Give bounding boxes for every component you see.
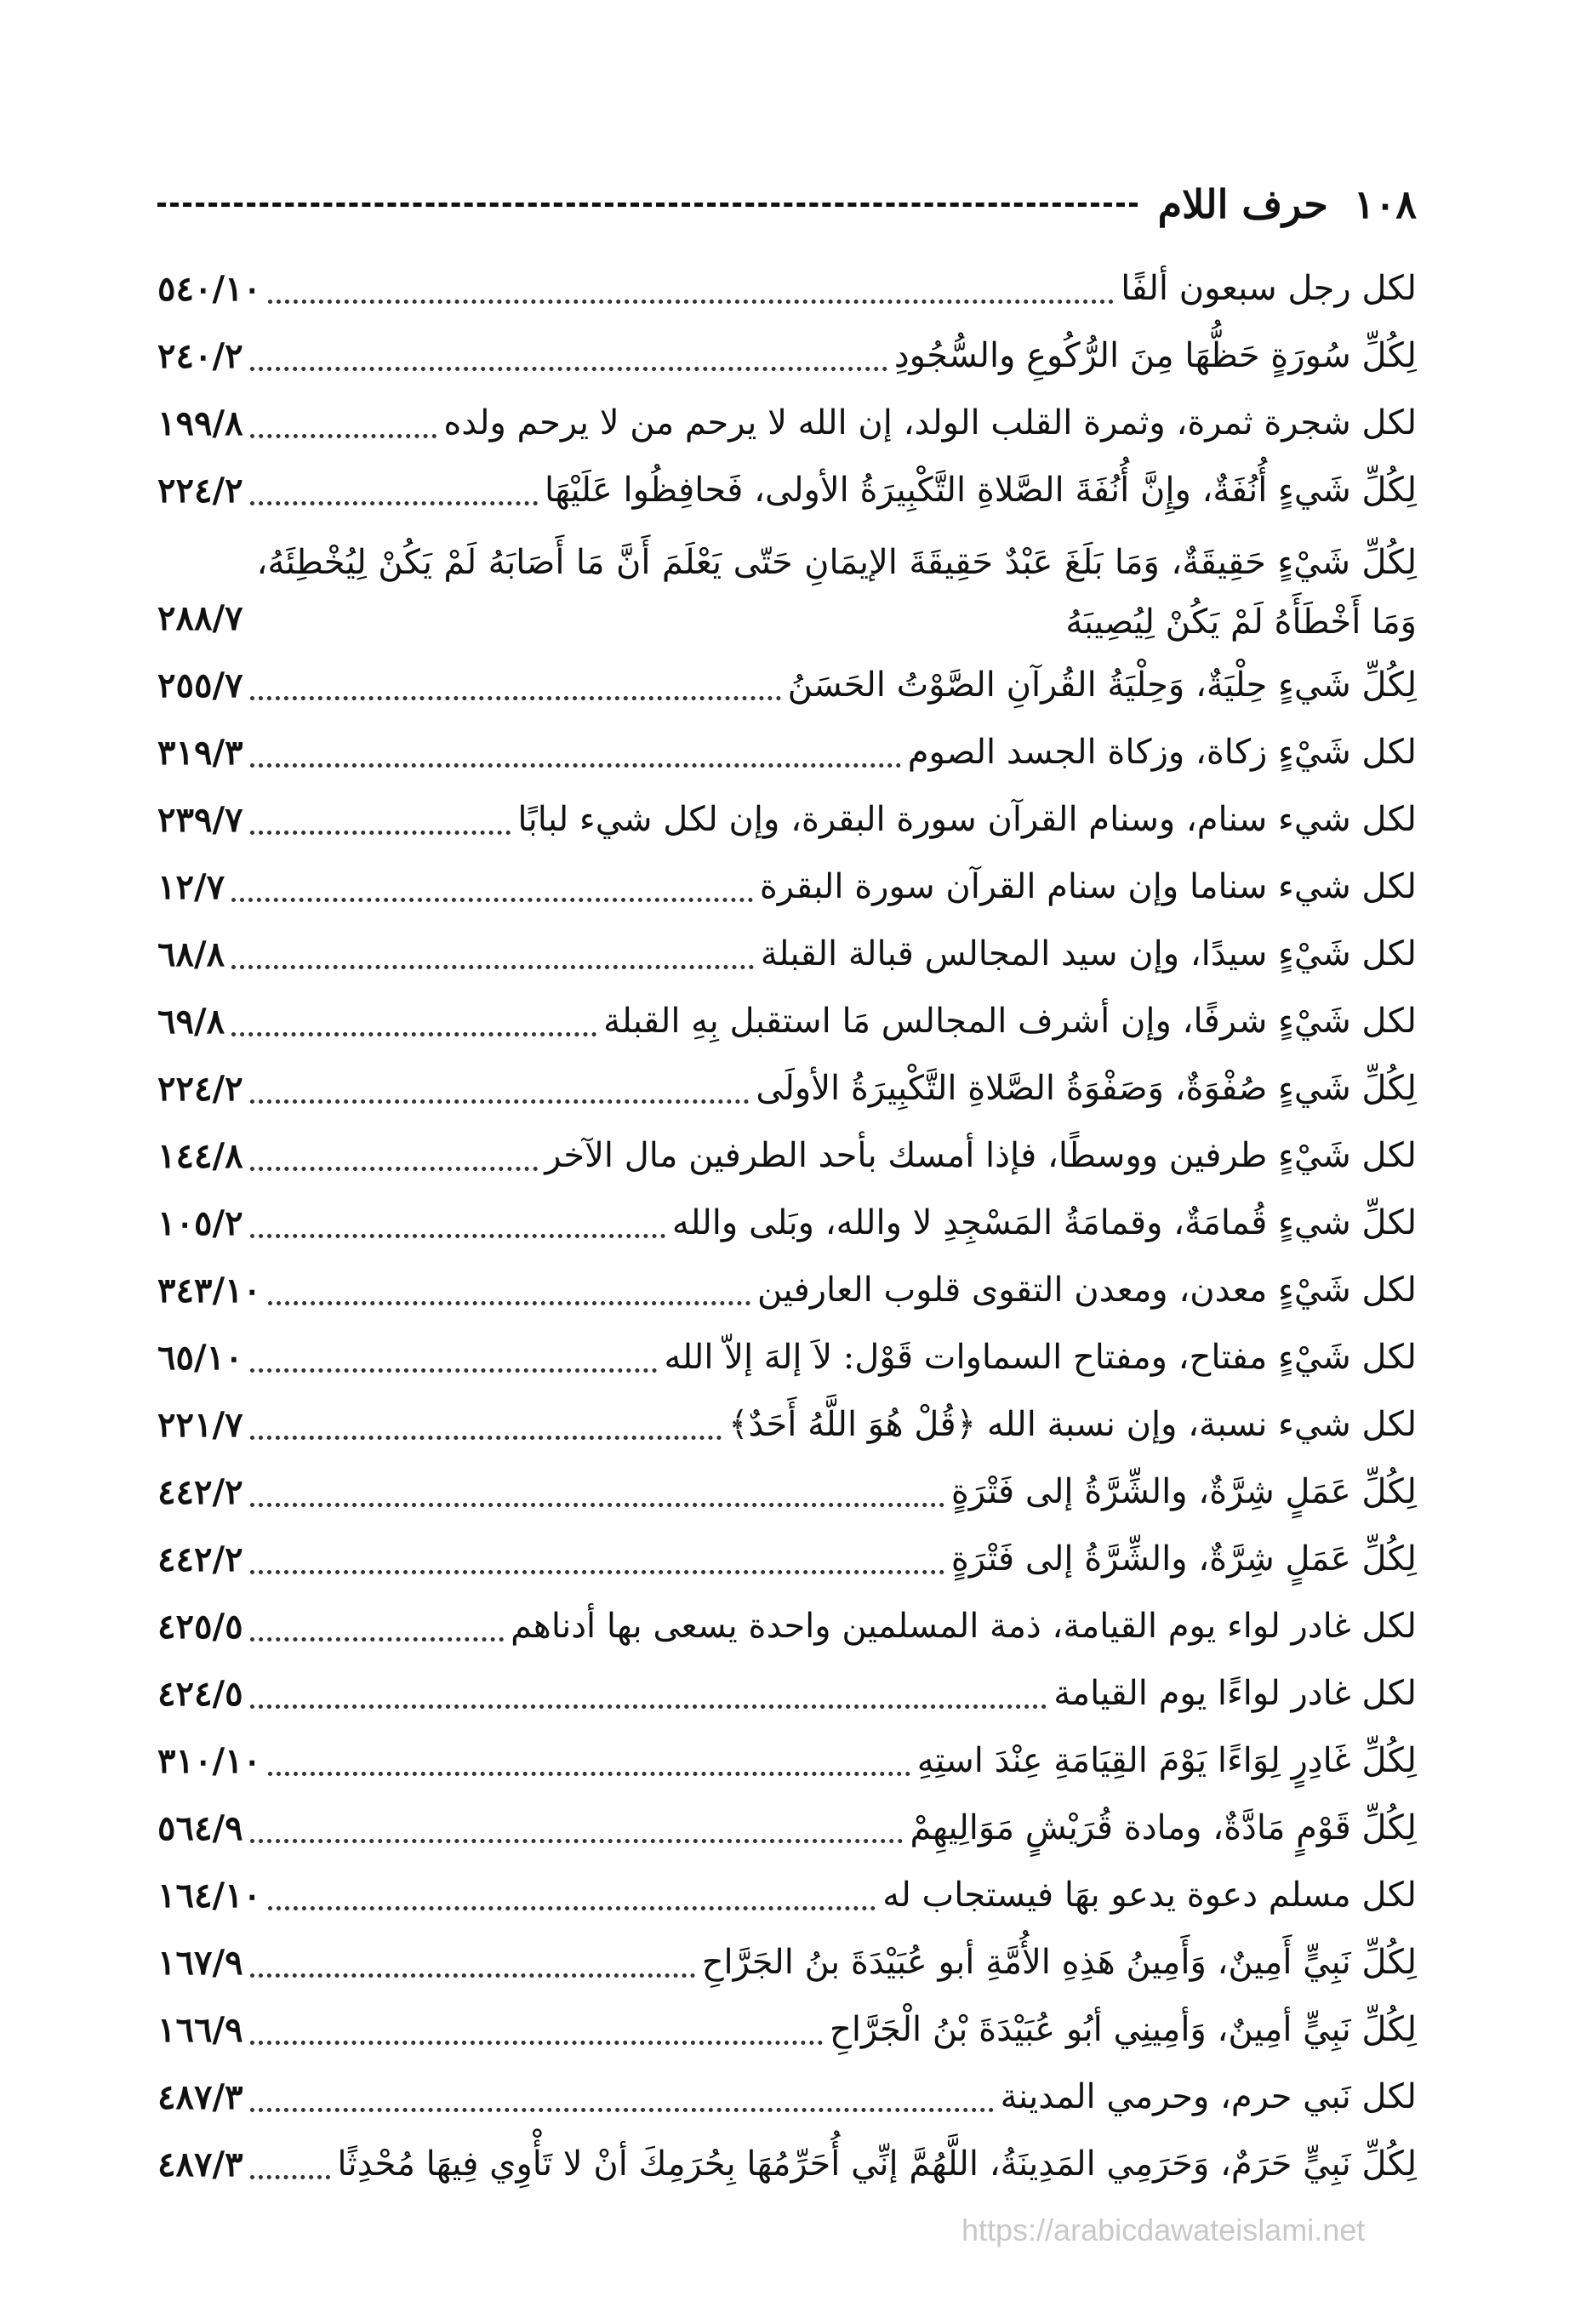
entry-text: لِكُلِّ شَيءٍ صُفْوَةٌ، وَصَفْوَةُ الصَّلاةِ التَّكْبِيرَةُ الأولَى	[756, 1069, 1417, 1108]
page-header	[157, 170, 1417, 238]
entry-reference: ١٦٧/٩	[157, 1943, 243, 1983]
index-entry	[157, 786, 1417, 854]
entry-text: لكل شَيْءٍ زكاة، وزكاة الجسد الصوم	[907, 733, 1417, 772]
entry-reference: ٤٢٤/٥	[157, 1674, 243, 1714]
entry-text: لكل شيء نسبة، وإن نسبة الله ﴿قُلْ هُوَ اللَّهُ أَحَدٌ﴾	[728, 1405, 1417, 1444]
entry-text: لِكُلِّ شَيْءٍ حَقِيقَةٌ، وَمَا بَلَغَ عَبْدٌ حَقِيقَةَ الإيمَانِ حَتّى يَعْلَمَ أَنَّ مَا أَصَابَهُ لَمْ يَكُنْ لِيُخْطِئَهُ، وَمَا أَخْطَأَهُ لَمْ يَكُنْ لِيُصِيبَهُ	[256, 543, 1418, 642]
entry-reference: ٤٤٢/٢	[157, 1539, 243, 1579]
entry-text: لِكُلِّ نَبِيٍّ أَمِينٌ، وَأَمِينُ هَذِهِ الأُمَّةِ أبو عُبَيْدَةَ بنُ الجَرَّاحِ	[701, 1943, 1417, 1982]
header-rule	[157, 203, 1138, 207]
entry-text: لِكُلِّ نَبِيٍّ أمِينٌ، وَأمِينِي أبُو عُبَيْدَةَ بْنُ الْجَرَّاحِ	[830, 2010, 1417, 2049]
dot-leader	[231, 898, 753, 902]
dot-leader	[250, 1704, 1047, 1709]
entry-text: لكل رجل سبعون ألفًا	[1121, 269, 1417, 308]
entry-text: لكل شَيْءٍ معدن، ومعدن التقوى قلوب العارفين	[757, 1270, 1417, 1310]
dot-leader	[231, 1032, 596, 1036]
entry-text: لِكُلِّ شَيءٍ حِلْيَةٌ، وَحِلْيَةُ القُرآنِ الصَّوْتُ الحَسَنُ	[787, 665, 1417, 705]
entry-text: لِكُلِّ عَمَلٍ شِرَّةٌ، والشِّرَّةُ إلى فَتْرَةٍ	[950, 1539, 1417, 1579]
entry-text: لكل شجرة ثمرة، وثمرة القلب الولد، إن الله لا يرحم من لا يرحم ولده	[443, 403, 1417, 443]
index-entry	[157, 921, 1417, 988]
dot-leader	[250, 1368, 658, 1373]
index-entry	[157, 1660, 1417, 1727]
entry-text: لكل شَيْءٍ سيدًا، وإن سيد المجالس قبالة القبلة	[760, 934, 1417, 974]
section-title: حرف اللام	[1157, 181, 1328, 227]
dot-leader	[250, 1973, 695, 1978]
entry-reference: ١٦٦/٩	[157, 2010, 243, 2050]
index-entry	[157, 1122, 1417, 1190]
entry-text: لكل غادر لواء يوم القيامة، ذمة المسلمين واحدة يسعى بها أدناهم	[511, 1607, 1417, 1646]
entry-reference: ١٤٤/٨	[157, 1136, 243, 1176]
entry-reference: ٥٤٠/١٠	[157, 269, 262, 309]
entry-reference: ٢٢١/٧	[157, 1405, 243, 1445]
dot-leader	[250, 1637, 505, 1642]
index-entry	[157, 323, 1417, 390]
dot-leader	[250, 1570, 944, 1574]
index-entry	[157, 2131, 1417, 2198]
index-entry	[157, 1862, 1417, 1929]
entry-text: لكل شيء سنام، وسنام القرآن سورة البقرة، وإن لكل شيء لبابًا	[517, 800, 1417, 839]
index-entry	[157, 854, 1417, 921]
index-entry	[157, 1459, 1417, 1526]
entry-reference: ٦٨/٨	[157, 934, 225, 974]
entry-text: لكل مسلم دعوة يدعو بهَا فيستجاب له	[882, 1876, 1417, 1915]
watermark: https://arabicdawateislami.net	[961, 2213, 1366, 2247]
dot-leader	[268, 1772, 910, 1776]
dot-leader	[250, 1234, 665, 1238]
page-number: ١٠٨	[1353, 181, 1417, 227]
dot-leader	[250, 367, 887, 371]
entry-reference: ١٢/٧	[157, 867, 225, 907]
entry-reference: ٤٨٧/٣	[157, 2077, 243, 2117]
entry-reference: ٤٢٥/٥	[157, 1607, 243, 1647]
entry-text: لِكُلِّ سُورَةٍ حَظُّهَا مِنَ الرُّكُوعِ والسُّجُودِ	[893, 336, 1417, 375]
index-entry	[157, 390, 1417, 457]
index-entry	[157, 719, 1417, 786]
dot-leader	[231, 965, 754, 969]
entry-text: لكل شَيْءٍ طرفين ووسطًا، فإذا أمسك بأحد الطرفين مال الآخر	[545, 1136, 1417, 1175]
dot-leader	[250, 2108, 994, 2112]
entry-reference: ٢٢٤/٢	[157, 471, 243, 511]
index-entry	[157, 1929, 1417, 1996]
index-entry	[157, 1593, 1417, 1660]
entry-reference: ٣١٩/٣	[157, 733, 243, 773]
dot-leader	[268, 1301, 750, 1305]
index-entry	[157, 1257, 1417, 1324]
entry-reference: ٦٩/٨	[157, 1002, 225, 1042]
entry-text: لكل نَبي حرم، وحرمي المدينة	[1000, 2077, 1417, 2116]
dot-leader	[250, 1167, 539, 1171]
dot-leader	[250, 2175, 331, 2179]
index-entry	[157, 1727, 1417, 1795]
index-entry	[157, 652, 1417, 719]
entry-text: لِكُلِّ غَادِرٍ لِوَاءًا يَوْمَ القِيَامَةِ عِنْدَ استِهِ	[916, 1741, 1417, 1780]
entry-reference: ٦٥/١٠	[157, 1338, 243, 1378]
dot-leader	[250, 1099, 750, 1104]
entry-reference: ٣٤٣/١٠	[157, 1270, 262, 1310]
index-entry	[157, 1324, 1417, 1391]
entry-reference: ٥٦٤/٩	[157, 1808, 243, 1848]
dot-leader	[250, 2041, 823, 2045]
entry-text: لكل غادر لواءًا يوم القيامة	[1053, 1674, 1417, 1713]
entry-reference: ٤٤٢/٢	[157, 1472, 243, 1512]
entry-text: لِكُلِّ شَيءٍ أُنُفَةٌ، وإِنَّ أُنُفَةَ الصَّلاةِ التَّكْبِيرَةُ الأولى، فَحافِظُوا عَلَيْهَا	[545, 471, 1417, 510]
index-entry	[157, 1391, 1417, 1459]
entry-reference: ٤٨٧/٣	[157, 2144, 243, 2184]
index-entry	[157, 457, 1417, 524]
index-entry	[157, 1055, 1417, 1122]
entry-text: لِكُلِّ نَبِيٍّ حَرَمٌ، وَحَرَمِي المَدِينَةُ، اللَّهُمَّ إنِّي أُحَرِّمُهَا بِحُرَمِكَ أنْ لا تَأْوِي فِيهَا مُحْدِثًا	[337, 2144, 1417, 2184]
index-entry	[157, 2064, 1417, 2131]
index-entry	[157, 1996, 1417, 2064]
dot-leader	[250, 831, 511, 835]
index-entry	[157, 255, 1417, 323]
index-entry	[157, 988, 1417, 1055]
entry-text: لكل شيء سناما وإن سنام القرآن سورة البقرة	[759, 867, 1417, 906]
entry-reference: ٢٣٩/٧	[157, 800, 243, 840]
entry-reference: ٣١٠/١٠	[157, 1741, 262, 1781]
dot-leader	[250, 1436, 722, 1440]
entry-text: لكلِّ شيءٍ قُمامَةٌ، وقمامَةُ المَسْجِدِ لا والله، وبَلى والله	[671, 1203, 1417, 1242]
entry-text: لِكُلِّ قَوْمٍ مَادَّةٌ، ومادة قُرَيْشٍ مَوَالِيهِمْ	[910, 1808, 1417, 1847]
dot-leader	[250, 434, 437, 438]
index-entry	[157, 1795, 1417, 1862]
entry-reference: ٢٥٥/٧	[157, 665, 243, 705]
dot-leader	[250, 1503, 944, 1507]
dot-leader	[250, 1839, 904, 1843]
dot-leader	[268, 300, 1114, 304]
entry-text: لكل شَيْءٍ شرفًا، وإن أشرف المجالس مَا استقبل بِهِ القبلة	[603, 1002, 1417, 1041]
index-entry	[157, 1190, 1417, 1257]
entry-reference: ٢٨٨/٧	[157, 598, 243, 638]
entry-text: لكل شَيْءٍ مفتاح، ومفتاح السماوات قَوْل: لاَ إلهَ إلاّ الله	[664, 1338, 1417, 1377]
entry-reference: ١٠٥/٢	[157, 1203, 243, 1243]
index-list	[157, 255, 1417, 2198]
dot-leader	[250, 696, 781, 700]
index-entry	[157, 524, 1417, 652]
dot-leader	[250, 501, 538, 505]
dot-leader	[250, 763, 901, 768]
entry-text: لِكُلِّ عَمَلٍ شِرَّةٌ، والشِّرَّةُ إلى فَتْرَةٍ	[950, 1472, 1417, 1511]
index-entry	[157, 1526, 1417, 1593]
entry-reference: ٢٤٠/٢	[157, 336, 243, 376]
entry-reference: ١٦٤/١٠	[157, 1876, 262, 1916]
entry-reference: ١٩٩/٨	[157, 403, 243, 443]
dot-leader	[268, 1906, 876, 1910]
entry-reference: ٢٢٤/٢	[157, 1069, 243, 1109]
